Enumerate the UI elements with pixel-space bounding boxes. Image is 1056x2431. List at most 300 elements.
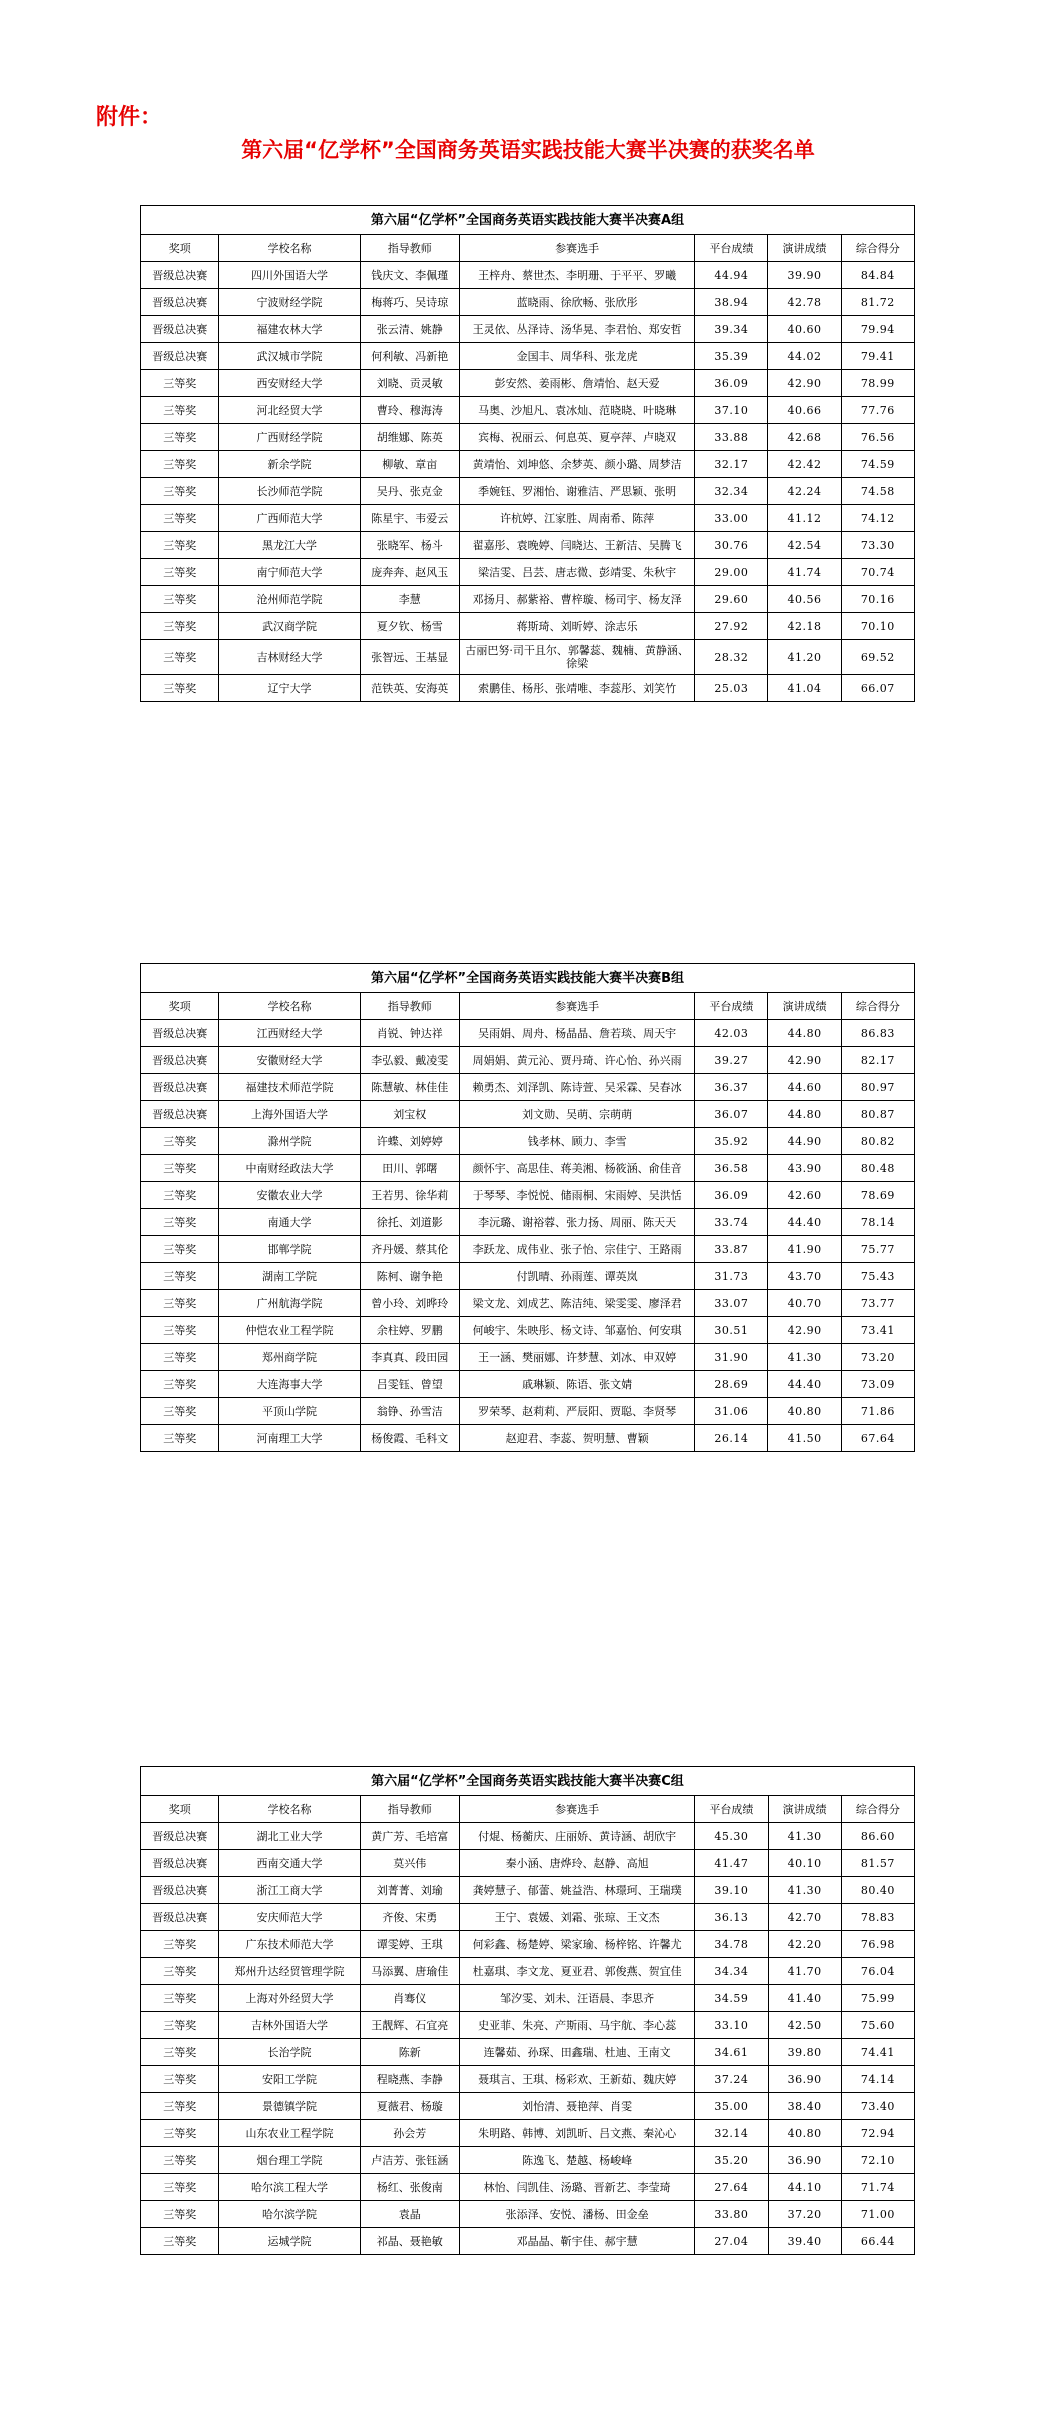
platform-score-cell: 33.07 [695,1290,768,1317]
table-row [141,1128,915,1155]
contestants-cell: 彭安然、姜雨彬、詹靖怡、赵天爱 [459,370,694,397]
advisor-cell: 刘菁菁、刘瑜 [360,1877,459,1904]
contestants-cell: 龚婷慧子、郁蕾、姚益浩、林璟珂、王瑞璞 [459,1877,694,1904]
school-cell: 平顶山学院 [219,1398,360,1425]
header-row [141,1796,915,1823]
table-row [141,1155,915,1182]
platform-score-cell: 27.64 [695,2174,768,2201]
school-cell: 仲恺农业工程学院 [219,1317,360,1344]
platform-score-cell: 44.94 [695,262,768,289]
attachment-label: 附件： [96,105,163,130]
school-cell: 沧州师范学院 [219,586,360,613]
speech-score-cell: 42.24 [768,478,841,505]
advisor-cell: 夏薇君、杨璇 [360,2093,459,2120]
table-row [141,397,915,424]
speech-score-cell: 44.02 [768,343,841,370]
award-cell: 三等奖 [141,2174,219,2201]
total-score-cell: 86.83 [841,1020,914,1047]
advisor-cell: 刘晓、贡灵敏 [360,370,459,397]
advisor-cell: 陈新 [360,2039,459,2066]
school-cell: 哈尔滨工程大学 [219,2174,360,2201]
award-cell: 晋级总决赛 [141,1101,219,1128]
advisor-cell: 柳敏、章亩 [360,451,459,478]
speech-score-cell: 43.90 [768,1155,841,1182]
advisor-cell: 夏夕钦、杨雪 [360,613,459,640]
award-cell: 三等奖 [141,1182,219,1209]
platform-score-cell: 34.78 [695,1931,768,1958]
platform-score-cell: 27.92 [695,613,768,640]
school-cell: 广西师范大学 [219,505,360,532]
school-cell: 福建技术师范学院 [219,1074,360,1101]
school-cell: 武汉商学院 [219,613,360,640]
total-score-cell: 79.94 [841,316,914,343]
school-cell: 辽宁大学 [219,675,360,702]
contestants-cell: 李沅璐、谢裕蓉、张力扬、周丽、陈天天 [459,1209,694,1236]
platform-score-cell: 42.03 [695,1020,768,1047]
speech-score-cell: 41.40 [768,1985,841,2012]
total-score-cell: 74.12 [841,505,914,532]
platform-score-cell: 36.09 [695,370,768,397]
contestants-cell: 古丽巴努·司干且尔、郭馨蕊、魏楠、黄静涵、徐梁 [459,640,694,675]
speech-score-cell: 40.10 [768,1850,841,1877]
column-header-advisor: 指导教师 [360,235,459,262]
school-cell: 上海对外经贸大学 [219,1985,360,2012]
total-score-cell: 80.87 [841,1101,914,1128]
advisor-cell: 张云清、姚静 [360,316,459,343]
award-cell: 三等奖 [141,1155,219,1182]
speech-score-cell: 42.54 [768,532,841,559]
total-score-cell: 80.82 [841,1128,914,1155]
school-cell: 福建农林大学 [219,316,360,343]
platform-score-cell: 32.14 [695,2120,768,2147]
advisor-cell: 李真真、段田园 [360,1344,459,1371]
school-cell: 邯郸学院 [219,1236,360,1263]
platform-score-cell: 31.73 [695,1263,768,1290]
total-score-cell: 66.07 [841,675,914,702]
advisor-cell: 陈慧敏、林佳佳 [360,1074,459,1101]
speech-score-cell: 44.60 [768,1074,841,1101]
total-score-cell: 79.41 [841,343,914,370]
contestants-cell: 陈逸飞、楚越、杨峻峰 [459,2147,694,2174]
contestants-cell: 梁洁雯、吕芸、唐志微、彭靖雯、朱秋宇 [459,559,694,586]
award-cell: 晋级总决赛 [141,1850,219,1877]
platform-score-cell: 26.14 [695,1425,768,1452]
table-row [141,1985,915,2012]
award-cell: 三等奖 [141,2093,219,2120]
speech-score-cell: 40.80 [768,1398,841,1425]
contestants-cell: 梁文龙、刘成艺、陈洁纯、梁雯雯、廖泽君 [459,1290,694,1317]
contestants-cell: 赵迎君、李蕊、贺明慧、曹颖 [459,1425,694,1452]
platform-score-cell: 32.17 [695,451,768,478]
total-score-cell: 70.74 [841,559,914,586]
speech-score-cell: 42.70 [768,1904,841,1931]
total-score-cell: 75.99 [841,1985,914,2012]
table-row [141,2012,915,2039]
group-caption: 第六届“亿学杯”全国商务英语实践技能大赛半决赛A组 [141,206,915,235]
total-score-cell: 78.83 [841,1904,914,1931]
column-header-contestants: 参赛选手 [459,1796,694,1823]
platform-score-cell: 34.34 [695,1958,768,1985]
contestants-cell: 王梓舟、蔡世杰、李明珊、于平平、罗曦 [459,262,694,289]
speech-score-cell: 40.60 [768,316,841,343]
platform-score-cell: 34.61 [695,2039,768,2066]
advisor-cell: 曾小玲、刘晔玲 [360,1290,459,1317]
award-table-group-c [140,1766,915,2255]
award-cell: 三等奖 [141,2039,219,2066]
school-cell: 广东技术师范大学 [219,1931,360,1958]
advisor-cell: 程晓燕、李静 [360,2066,459,2093]
advisor-cell: 张智远、王基显 [360,640,459,675]
award-cell: 三等奖 [141,1931,219,1958]
advisor-cell: 陈星宇、韦爱云 [360,505,459,532]
column-header-platform: 平台成绩 [695,993,768,1020]
platform-score-cell: 30.51 [695,1317,768,1344]
total-score-cell: 78.99 [841,370,914,397]
table-row [141,505,915,532]
advisor-cell: 吕雯钰、曾望 [360,1371,459,1398]
platform-score-cell: 29.00 [695,559,768,586]
platform-score-cell: 39.27 [695,1047,768,1074]
school-cell: 中南财经政法大学 [219,1155,360,1182]
advisor-cell: 刘宝权 [360,1101,459,1128]
contestants-cell: 索鹏佳、杨彤、张靖唯、李蕊彤、刘笑竹 [459,675,694,702]
school-cell: 吉林财经大学 [219,640,360,675]
advisor-cell: 曹玲、穆海涛 [360,397,459,424]
speech-score-cell: 41.74 [768,559,841,586]
award-cell: 三等奖 [141,2147,219,2174]
column-header-platform: 平台成绩 [695,235,768,262]
total-score-cell: 77.76 [841,397,914,424]
school-cell: 南宁师范大学 [219,559,360,586]
speech-score-cell: 39.40 [768,2228,841,2255]
advisor-cell: 祁晶、聂艳敏 [360,2228,459,2255]
advisor-cell: 黄广芳、毛培富 [360,1823,459,1850]
table-row [141,1182,915,1209]
platform-score-cell: 33.10 [695,2012,768,2039]
school-cell: 长治学院 [219,2039,360,2066]
total-score-cell: 74.41 [841,2039,914,2066]
contestants-cell: 付焜、杨蘅庆、庄丽娇、黄诗涵、胡欣宇 [459,1823,694,1850]
column-header-advisor: 指导教师 [360,993,459,1020]
school-cell: 浙江工商大学 [219,1877,360,1904]
speech-score-cell: 42.20 [768,1931,841,1958]
table-row [141,613,915,640]
contestants-cell: 李跃龙、成伟业、张子怡、宗佳宁、王路雨 [459,1236,694,1263]
award-cell: 三等奖 [141,1425,219,1452]
award-cell: 晋级总决赛 [141,316,219,343]
advisor-cell: 许蝶、刘婷婷 [360,1128,459,1155]
table-row [141,1398,915,1425]
advisor-cell: 王靓辉、石宜亮 [360,2012,459,2039]
advisor-cell: 李弘毅、戴凌雯 [360,1047,459,1074]
table-row [141,1263,915,1290]
contestants-cell: 戚琳颖、陈语、张文婧 [459,1371,694,1398]
advisor-cell: 谭雯婷、王琪 [360,1931,459,1958]
platform-score-cell: 36.13 [695,1904,768,1931]
total-score-cell: 71.00 [841,2201,914,2228]
advisor-cell: 莫兴伟 [360,1850,459,1877]
table-row [141,2174,915,2201]
column-header-award: 奖项 [141,235,219,262]
table-row [141,2147,915,2174]
header-row [141,235,915,262]
table-row [141,640,915,675]
speech-score-cell: 42.42 [768,451,841,478]
contestants-cell: 杜嘉琪、李文龙、夏亚君、郭俊燕、贺宜佳 [459,1958,694,1985]
advisor-cell: 张晓军、杨斗 [360,532,459,559]
advisor-cell: 范铁英、安海英 [360,675,459,702]
speech-score-cell: 36.90 [768,2147,841,2174]
award-cell: 三等奖 [141,559,219,586]
platform-score-cell: 28.69 [695,1371,768,1398]
advisor-cell: 徐托、刘道影 [360,1209,459,1236]
speech-score-cell: 41.30 [768,1344,841,1371]
award-cell: 三等奖 [141,1209,219,1236]
total-score-cell: 73.30 [841,532,914,559]
column-header-speech: 演讲成绩 [768,235,841,262]
table-row [141,1877,915,1904]
award-cell: 晋级总决赛 [141,1074,219,1101]
platform-score-cell: 39.34 [695,316,768,343]
speech-score-cell: 44.80 [768,1020,841,1047]
school-cell: 河南理工大学 [219,1425,360,1452]
total-score-cell: 78.69 [841,1182,914,1209]
platform-score-cell: 35.92 [695,1128,768,1155]
contestants-cell: 吴雨娟、周舟、杨晶晶、詹若琰、周天宇 [459,1020,694,1047]
platform-score-cell: 36.07 [695,1101,768,1128]
school-cell: 山东农业工程学院 [219,2120,360,2147]
total-score-cell: 71.74 [841,2174,914,2201]
speech-score-cell: 41.70 [768,1958,841,1985]
award-cell: 三等奖 [141,1344,219,1371]
total-score-cell: 74.59 [841,451,914,478]
advisor-cell: 袁晶 [360,2201,459,2228]
speech-score-cell: 42.90 [768,1047,841,1074]
platform-score-cell: 30.76 [695,532,768,559]
school-cell: 四川外国语大学 [219,262,360,289]
award-cell: 三等奖 [141,1985,219,2012]
table-row [141,1047,915,1074]
table-row [141,559,915,586]
speech-score-cell: 39.80 [768,2039,841,2066]
table-row [141,1020,915,1047]
speech-score-cell: 41.50 [768,1425,841,1452]
school-cell: 湖南工学院 [219,1263,360,1290]
speech-score-cell: 42.90 [768,1317,841,1344]
award-cell: 三等奖 [141,640,219,675]
column-header-total: 综合得分 [841,235,914,262]
speech-score-cell: 38.40 [768,2093,841,2120]
advisor-cell: 翁铮、孙雪洁 [360,1398,459,1425]
table-row [141,1101,915,1128]
total-score-cell: 86.60 [841,1823,914,1850]
contestants-cell: 周娟娟、黄元沁、贾丹琦、许心怡、孙兴雨 [459,1047,694,1074]
speech-score-cell: 40.66 [768,397,841,424]
award-cell: 三等奖 [141,451,219,478]
table-row [141,1904,915,1931]
award-cell: 晋级总决赛 [141,289,219,316]
award-cell: 三等奖 [141,586,219,613]
table-row [141,316,915,343]
table-row [141,1236,915,1263]
total-score-cell: 75.43 [841,1263,914,1290]
platform-score-cell: 36.09 [695,1182,768,1209]
total-score-cell: 73.40 [841,2093,914,2120]
column-header-platform: 平台成绩 [695,1796,768,1823]
award-cell: 三等奖 [141,1263,219,1290]
award-cell: 三等奖 [141,2228,219,2255]
advisor-cell: 李慧 [360,586,459,613]
table-row [141,1344,915,1371]
award-cell: 三等奖 [141,1236,219,1263]
advisor-cell: 王若男、徐华莉 [360,1182,459,1209]
header-row [141,993,915,1020]
column-header-speech: 演讲成绩 [768,993,841,1020]
contestants-cell: 宾梅、祝丽云、何息英、夏亭萍、卢晓双 [459,424,694,451]
column-header-speech: 演讲成绩 [768,1796,841,1823]
column-header-school: 学校名称 [219,1796,360,1823]
speech-score-cell: 42.78 [768,289,841,316]
group-caption: 第六届“亿学杯”全国商务英语实践技能大赛半决赛B组 [141,964,915,993]
award-cell: 晋级总决赛 [141,343,219,370]
table-row [141,1209,915,1236]
contestants-cell: 许杭婷、江家胜、周南希、陈萍 [459,505,694,532]
school-cell: 吉林外国语大学 [219,2012,360,2039]
table-row [141,262,915,289]
contestants-cell: 蒋斯琦、刘昕婷、涂志乐 [459,613,694,640]
table-row [141,2201,915,2228]
contestants-cell: 刘怡清、聂艳萍、肖雯 [459,2093,694,2120]
document-title: 第六届“亿学杯”全国商务英语实践技能大赛半决赛的获奖名单 [241,138,815,162]
school-cell: 滁州学院 [219,1128,360,1155]
platform-score-cell: 25.03 [695,675,768,702]
total-score-cell: 80.97 [841,1074,914,1101]
school-cell: 长沙师范学院 [219,478,360,505]
school-cell: 江西财经大学 [219,1020,360,1047]
award-cell: 三等奖 [141,1958,219,1985]
column-header-advisor: 指导教师 [360,1796,459,1823]
table-row [141,2228,915,2255]
advisor-cell: 梅蒋巧、吴诗琼 [360,289,459,316]
table-row [141,1425,915,1452]
total-score-cell: 70.10 [841,613,914,640]
school-cell: 上海外国语大学 [219,1101,360,1128]
contestants-cell: 张添泽、安悦、潘杨、田金垒 [459,2201,694,2228]
table-row [141,1290,915,1317]
table-row [141,1317,915,1344]
total-score-cell: 75.77 [841,1236,914,1263]
table-row [141,675,915,702]
total-score-cell: 72.10 [841,2147,914,2174]
award-cell: 晋级总决赛 [141,1020,219,1047]
platform-score-cell: 31.06 [695,1398,768,1425]
platform-score-cell: 35.00 [695,2093,768,2120]
platform-score-cell: 35.20 [695,2147,768,2174]
total-score-cell: 73.77 [841,1290,914,1317]
advisor-cell: 陈柯、谢争艳 [360,1263,459,1290]
contestants-cell: 朱明路、韩博、刘凯昕、吕文燕、秦沁心 [459,2120,694,2147]
platform-score-cell: 45.30 [695,1823,768,1850]
advisor-cell: 齐丹媛、蔡其伦 [360,1236,459,1263]
total-score-cell: 78.14 [841,1209,914,1236]
award-table-group-b [140,963,915,1452]
table-row [141,370,915,397]
contestants-cell: 付凯晴、孙雨莲、谭英岚 [459,1263,694,1290]
advisor-cell: 杨俊霞、毛科文 [360,1425,459,1452]
contestants-cell: 王灵依、丛泽诗、汤华晃、李君怡、郑安哲 [459,316,694,343]
award-cell: 三等奖 [141,1128,219,1155]
school-cell: 烟台理工学院 [219,2147,360,2174]
school-cell: 武汉城市学院 [219,343,360,370]
award-cell: 晋级总决赛 [141,1904,219,1931]
school-cell: 大连海事大学 [219,1371,360,1398]
total-score-cell: 74.14 [841,2066,914,2093]
advisor-cell: 齐俊、宋勇 [360,1904,459,1931]
total-score-cell: 75.60 [841,2012,914,2039]
contestants-cell: 季婉钰、罗湘怡、谢雅洁、严思颖、张明 [459,478,694,505]
school-cell: 西安财经大学 [219,370,360,397]
speech-score-cell: 41.04 [768,675,841,702]
speech-score-cell: 36.90 [768,2066,841,2093]
advisor-cell: 马添翼、唐瑜佳 [360,1958,459,1985]
contestants-cell: 黄靖怡、刘坤悠、余梦英、颜小璐、周梦洁 [459,451,694,478]
school-cell: 黑龙江大学 [219,532,360,559]
table-row [141,2093,915,2120]
award-cell: 三等奖 [141,613,219,640]
contestants-cell: 刘文勋、吴萌、宗萌萌 [459,1101,694,1128]
school-cell: 哈尔滨学院 [219,2201,360,2228]
award-cell: 三等奖 [141,478,219,505]
column-header-contestants: 参赛选手 [459,993,694,1020]
contestants-cell: 连馨茹、孙琛、田鑫瑞、杜迪、王南文 [459,2039,694,2066]
platform-score-cell: 34.59 [695,1985,768,2012]
platform-score-cell: 39.10 [695,1877,768,1904]
award-cell: 三等奖 [141,2201,219,2228]
award-cell: 三等奖 [141,2012,219,2039]
school-cell: 安徽农业大学 [219,1182,360,1209]
platform-score-cell: 36.37 [695,1074,768,1101]
advisor-cell: 杨红、张俊南 [360,2174,459,2201]
total-score-cell: 71.86 [841,1398,914,1425]
total-score-cell: 76.98 [841,1931,914,1958]
advisor-cell: 田川、郭曙 [360,1155,459,1182]
platform-score-cell: 33.00 [695,505,768,532]
award-cell: 三等奖 [141,2066,219,2093]
advisor-cell: 庞奔奔、赵风玉 [360,559,459,586]
total-score-cell: 74.58 [841,478,914,505]
table-row [141,2066,915,2093]
column-header-school: 学校名称 [219,235,360,262]
column-header-school: 学校名称 [219,993,360,1020]
contestants-cell: 王一涵、樊丽娜、许梦慧、刘冰、申双婷 [459,1344,694,1371]
total-score-cell: 82.17 [841,1047,914,1074]
school-cell: 宁波财经学院 [219,289,360,316]
table-row [141,1074,915,1101]
total-score-cell: 76.56 [841,424,914,451]
total-score-cell: 70.16 [841,586,914,613]
column-header-total: 综合得分 [841,993,914,1020]
table-row [141,1371,915,1398]
speech-score-cell: 41.20 [768,640,841,675]
table-row [141,1931,915,1958]
contestants-cell: 邓晶晶、靳宇佳、郝宇慧 [459,2228,694,2255]
contestants-cell: 颜怀宇、高思佳、蒋美湘、杨筱涵、俞佳音 [459,1155,694,1182]
award-cell: 三等奖 [141,532,219,559]
table-row [141,1958,915,1985]
school-cell: 新余学院 [219,451,360,478]
platform-score-cell: 29.60 [695,586,768,613]
speech-score-cell: 44.40 [768,1209,841,1236]
